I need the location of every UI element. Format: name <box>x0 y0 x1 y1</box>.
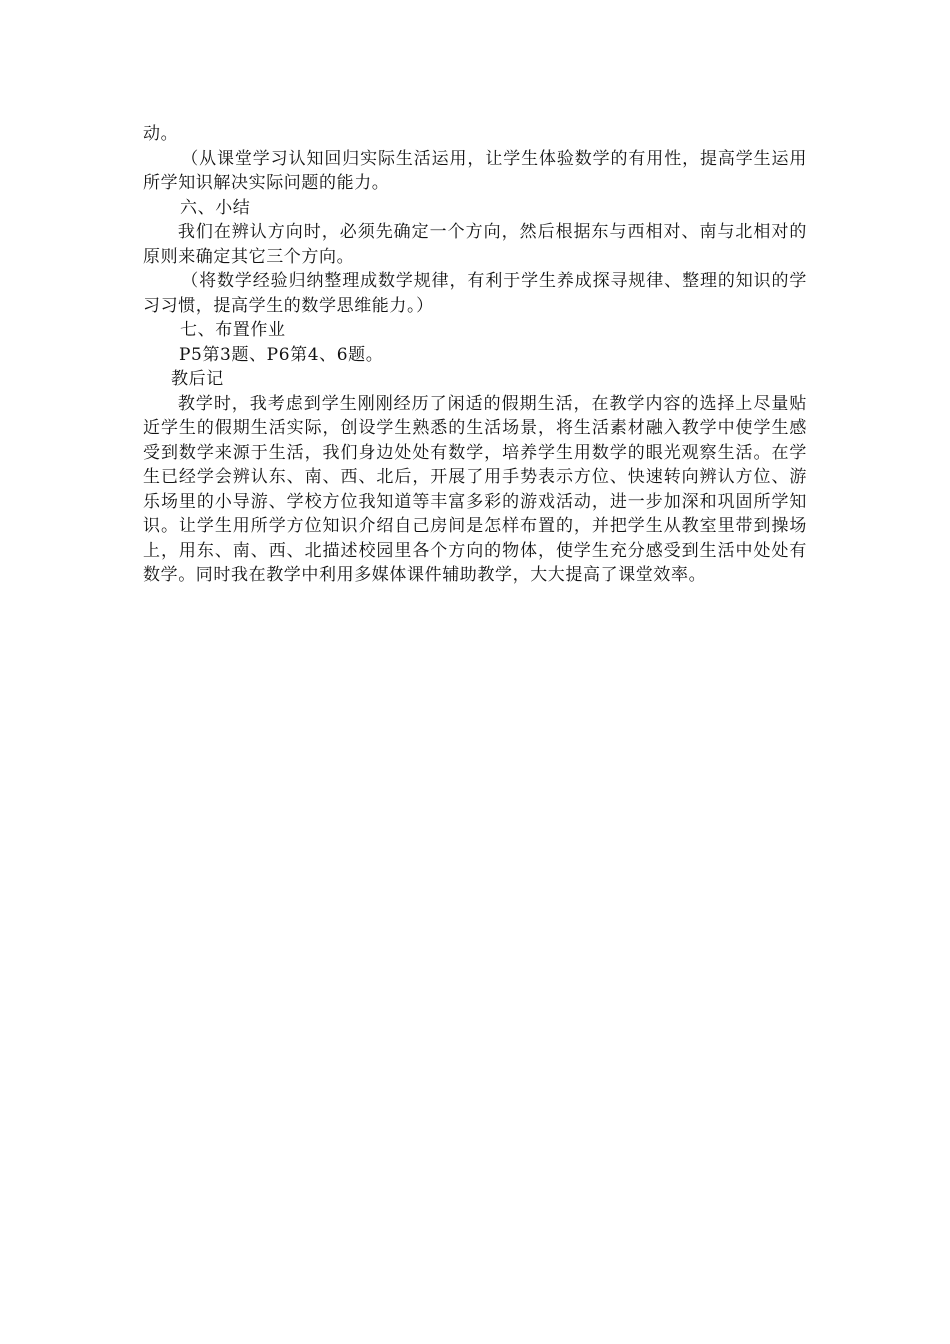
paragraph-design-note-1: （从课堂学习认知回归实际生活运用，让学生体验数学的有用性，提高学生运用所学知识解决实际问题的能力。 <box>143 148 807 193</box>
paragraph-design-note-2: （将数学经验归纳整理成数学规律，有利于学生养成探寻规律、整理的知识的学习习惯，提高学生的数学思维能力。） <box>143 271 807 316</box>
paragraph-summary: 我们在辨认方向时，必须先确定一个方向，然后根据东与西相对、南与北相对的原则来确定其它三个方向。 <box>143 222 807 267</box>
paragraph-continuation: 动。 <box>143 124 179 144</box>
paragraph-homework: P5第3题、P6第4、6题。 <box>179 344 384 365</box>
paragraph-reflection: 教学时，我考虑到学生刚刚经历了闲适的假期生活，在教学内容的选择上尽量贴近学生的假期生活实际，创设学生熟悉的生活场景，将生活素材融入教学中使学生感受到数学来源于生活，我们身边处处有数学，培养学生用数学的眼光观察生活。在学生已经学会辨认东、南、西、北后，开展了用手势表示方位、快速转向辨认方位、游乐场里的小导游、学校方位我知道等丰富多彩的游戏活动，进一步加深和巩固所学知识。让学生用所学方位知识介绍自己房间是怎样布置的，并把学生从教室里带到操场上，用东、南、西、北描述校园里各个方向的物体，使学生充分感受到生活中处处有数学。同时我在教学中利用多媒体课件辅助教学，大大提高了课堂效率。 <box>143 393 807 585</box>
section-heading-reflection: 教后记 <box>171 369 224 389</box>
section-heading-homework: 七、布置作业 <box>180 320 286 340</box>
section-heading-summary: 六、小结 <box>180 197 251 218</box>
document-body <box>143 122 807 588</box>
